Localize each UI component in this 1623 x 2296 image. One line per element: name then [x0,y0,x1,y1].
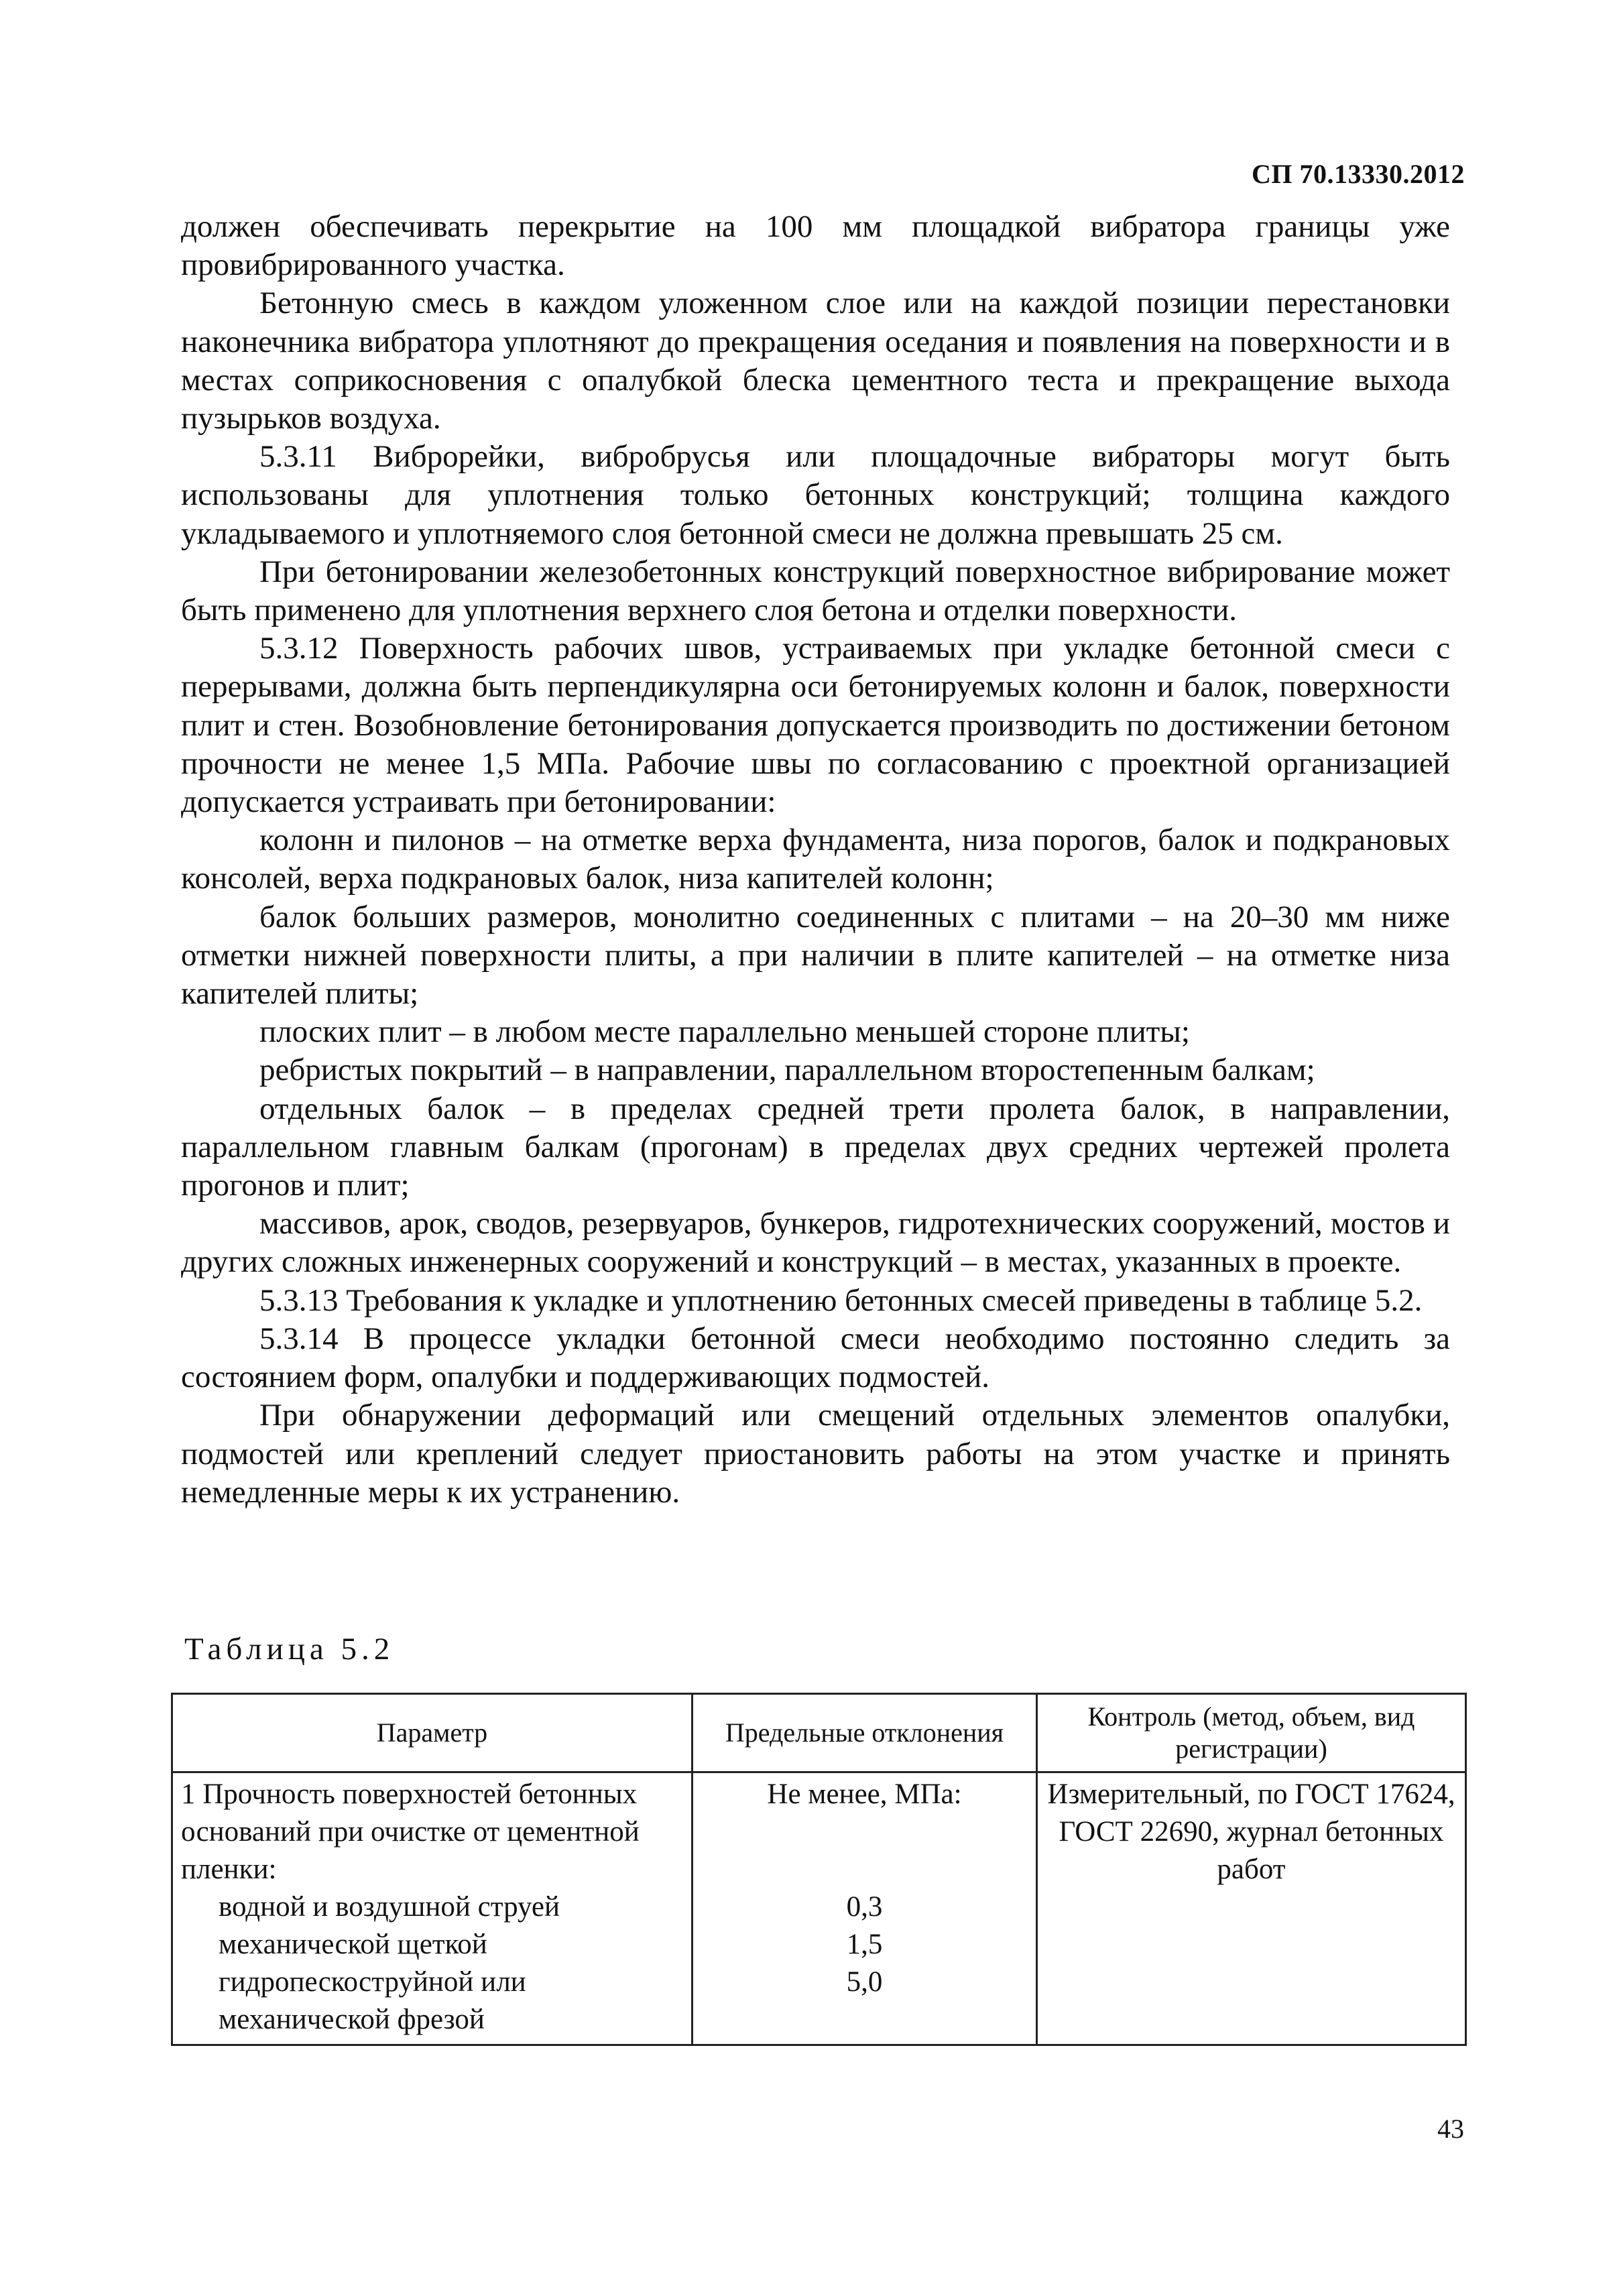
sub-parameter: механической щеткой [219,1929,487,1960]
paragraph: При обнаружении деформаций или смещений отдельных элементов опалубки, подмостей или креплений следует приостановить работы на этом участке и принять немедленные меры к их устранению. [181,1398,1450,1510]
body-text [181,208,1450,1512]
limit-value: 1,5 [846,1929,883,1960]
paragraph: Бетонную смесь в каждом уложенном слое или на каждой позиции перестановки наконечника вибратора уплотняют до прекращения оседания и появления на поверхности и в местах соприкосновения с опалубкой блеска цементного теста и прекращение выхода пузырьков воздуха. [181,286,1450,436]
list-item: плоских плит – в любом месте параллельно меньшей стороне плиты; [259,1014,1190,1050]
list-item: отдельных балок – в пределах средней трети пролета балок, в направлении, параллельном главным балкам (прогонам) в пределах двух средних чертежей пролета прогонов и плит; [181,1091,1450,1203]
limits-cell [692,1772,1036,2045]
limits-title: Не менее, МПа: [767,1778,962,1810]
column-header-limits: Предельные отклонения [692,1694,1036,1772]
table-5-2 [171,1693,1467,2046]
list-item: колонн и пилонов – на отметке верха фундамента, низа порогов, балок и подкрановых консолей, верха подкрановых балок, низа капителей колонн; [181,823,1450,896]
page-number: 43 [1437,2114,1464,2144]
sub-parameter: водной и воздушной струей [219,1891,560,1923]
spacer [701,1813,1028,1851]
table-row [172,1772,1466,2045]
list-item: ребристых покрытий – в направлении, параллельном второстепенным балкам; [259,1052,1315,1088]
paragraph: должен обеспечивать перекрытие на 100 мм площадкой вибратора границы уже провибрированного участка. [181,209,1450,283]
list-item: массивов, арок, сводов, резервуаров, бункеров, гидротехнических сооружений, мостов и других сложных инженерных сооружений и конструкций – в местах, указанных в проекте. [181,1206,1450,1280]
clause-5-3-11: 5.3.11 Виброрейки, вибробрусья или площадочные вибраторы могут быть использованы для уплотнения только бетонных конструкций; толщина каждого укладываемого и уплотняемого слоя бетонной смеси не должна превышать 25 см. [181,439,1450,551]
parameter-title: 1 Прочность поверхностей бетонных оснований при очистке от цементной пленки: [181,1778,640,1885]
table-header-row [172,1694,1466,1772]
list-item: балок больших размеров, монолитно соединенных с плитами – на 20–30 мм ниже отметки нижней поверхности плиты, а при наличии в плите капителей – на отметке низа капителей плиты; [181,899,1450,1012]
limit-value: 5,0 [846,1966,883,1998]
limit-value: 0,3 [846,1891,883,1923]
clause-5-3-13: 5.3.13 Требования к укладке и уплотнению бетонных смесей приведены в таблице 5.2. [259,1282,1423,1318]
clause-5-3-14: 5.3.14 В процессе укладки бетонной смеси необходимо постоянно следить за состоянием форм, опалубки и поддерживающих подмостей. [181,1321,1450,1395]
parameter-cell [172,1772,693,2045]
column-header-parameter: Параметр [172,1694,693,1772]
sub-parameter: гидропескоструйной или механической фрезой [219,1966,526,2035]
document-code: СП 70.13330.2012 [1252,159,1465,189]
paragraph: При бетонировании железобетонных конструкций поверхностное вибрирование может быть применено для уплотнения верхнего слоя бетона и отделки поверхности. [181,554,1450,628]
clause-5-3-12: 5.3.12 Поверхность рабочих швов, устраиваемых при укладке бетонной смеси с перерывами, должна быть перпендикулярна оси бетонируемых колонн и балок, поверхности плит и стен. Возобновление бетонирования допускается производить по достижении бетоном прочности не менее 1,5 МПа. Рабочие швы по согласованию с проектной организацией допускается устраивать при бетонировании: [181,631,1450,820]
column-header-control: Контроль (метод, объем, вид регистрации) [1037,1694,1466,1772]
control-cell: Измерительный, по ГОСТ 17624, ГОСТ 22690, журнал бетонных работ [1037,1772,1466,2045]
spacer [701,1851,1028,1888]
table-caption: Таблица 5.2 [184,1632,395,1667]
